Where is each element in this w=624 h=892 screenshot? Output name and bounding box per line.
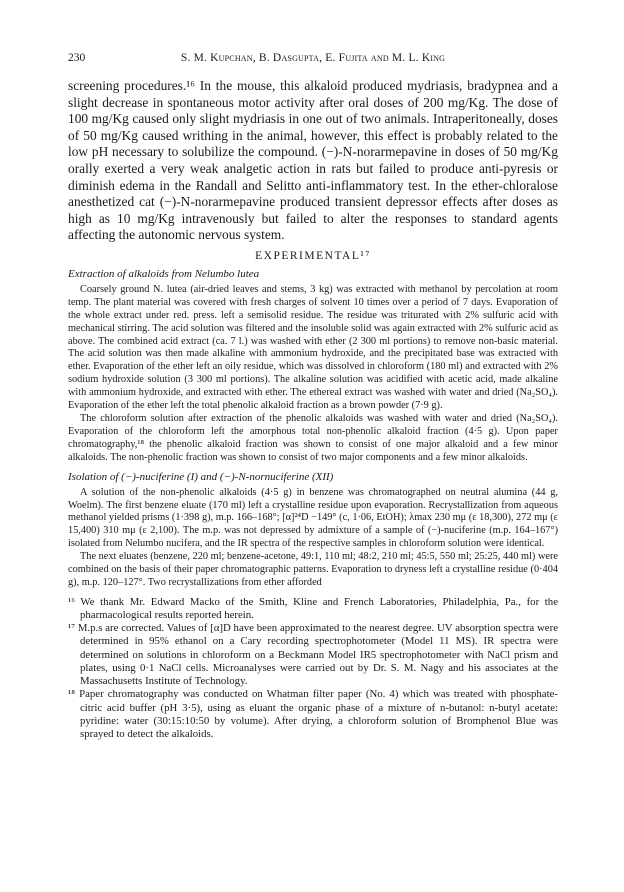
section-heading-experimental: EXPERIMENTAL¹⁷ bbox=[255, 249, 371, 262]
author-line: S. M. Kupchan, B. Dasgupta, E. Fujita and M. L. King bbox=[180, 52, 446, 64]
subsection-title-isolation: Isolation of (−)-nuciferine (I) and (−)-N-nornuciferine (XII) bbox=[68, 470, 334, 483]
footnote-16: ¹⁶ We thank Mr. Edward Macko of the Smith, Kline and French Laboratories, Philadelphia, Pa., for the pharmacological results reported herein. bbox=[68, 595, 558, 622]
running-header bbox=[68, 52, 558, 64]
isolation-paragraph-1: A solution of the non-phenolic alkaloids (4·5 g) in benzene was chromatographed on neutral alumina (44 g, Woelm). The first benzene eluate (170 ml) left a crystalline residue upon evaporation. Recrystallization from aqueous methanol yielded prisms (1·398 g), m.p. 166–168°; [α]²⁴D −149° (c, 1·06, EtOH); λmax 230 mμ (ε 18,300), 272 mμ (ε 15,400) 310 mμ (ε 2,100). The m.p. was not depressed by admixture of a sample of (−)-nuciferine (m.p. 164–167°) isolated from Nelumbo nucifera, and the IR spectra of the respective samples in chloroform solution were identical. bbox=[68, 486, 558, 550]
extraction-paragraph-1: Coarsely ground N. lutea (air-dried leaves and stems, 3 kg) was extracted with methanol by percolation at room temp. The plant material was covered with fresh charges of solvent 10 times over a period of 7 days. Evaporation of the whole extract under red. press. left a semisolid residue. The residue was triturated with 2% sulfuric acid with mechanical stirring. The acid solution was filtered and the insoluble solid was again extracted with 2% sulfuric acid as above. The combined acid extract (ca. 7 l.) was washed with ether (2 300 ml portions) to remove non-basic material. The acid solution was then made alkaline with ammonium hydroxide, and the precipitated base was extracted with ether. Evaporation of the ether left an oily residue, which was dissolved in chloroform (180 ml) and extracted with 2% sodium hydroxide solution (3 300 ml portions). The alkaline solution was acidified with acetic acid, made alkaline with ammonium hydroxide, and extracted with ether. The ethereal extract was washed with water and dried (Na₂SO₄). Evaporation of the ether left the total phenolic alkaloid fraction as a brown powder (7·9 g). bbox=[68, 283, 558, 412]
page-number: 230 bbox=[68, 52, 86, 64]
extraction-paragraph-2: The chloroform solution after extraction of the phenolic alkaloids was washed with water and dried (Na₂SO₄). Evaporation of the chloroform left the amorphous total non-phenolic alkaloid fraction (4·5 g). Upon paper chromatography,¹⁸ the phenolic alkaloid fraction was shown to consist of one major alkaloid and a few minor alkaloids. The non-phenolic fraction was shown to consist of two major components and a few minor alkaloids. bbox=[68, 413, 558, 463]
subsection-title-extraction: Extraction of alkaloids from Nelumbo lutea bbox=[68, 267, 260, 280]
lead-paragraph: screening procedures.¹⁶ In the mouse, this alkaloid produced mydriasis, bradypnea and a slight decrease in spontaneous motor activity after oral doses of 200 mg/Kg. The dose of 100 mg/Kg caused only slight mydriasis in one out of two animals. Intraperitoneally, doses of 50 mg/Kg caused writhing in the animal, however, this effect is probably related to the low pH necessary to solubilize the compound. (−)-N-norarmepavine in doses of 50 mg/Kg orally exerted a very weak analgetic action in rats but failed to produce anti-pyresis or diminish edema in the Randall and Selitto anti-inflammatory test. In the ether-chloralose anesthetized cat (−)-N-norarmepavine produced transient depressor effects after doses as high as 10 mg/Kg intravenously but failed to alter the responses to standard agents affecting the autonomic nervous system. bbox=[68, 78, 558, 243]
footnote-18: ¹⁸ Paper chromatography was conducted on Whatman filter paper (No. 4) which was treated with phosphate-citric acid buffer (pH 3·5), using as eluant the organic phase of a mixture of n-butanol: n-butyl acetate: pyridine: water (30:15:10:50 by volume). After drying, a chloroform solution of Bromphenol Blue was sprayed to detect the alkaloids. bbox=[68, 688, 558, 740]
footnote-17: ¹⁷ M.p.s are corrected. Values of [α]D have been approximated to the nearest degree. UV absorption spectra were determined in 95% ethanol on a Cary recording spectrophotometer (Model 11 MS). IR spectra were determined on solutions in chloroform on a Beckmann Model IR5 spectrophotometer with NaCl prism and plates, using 0·1 NaCl cells. Microanalyses were carried out by Dr. S. M. Nagy and his associates at the Massachusetts Institute of Technology. bbox=[68, 622, 558, 688]
isolation-paragraph-2: The next eluates (benzene, 220 ml; benzene-acetone, 49:1, 110 ml; 48:2, 210 ml; 45:5, 550 ml; 25:25, 440 ml) were combined on the basis of their paper chromatographic patterns. Evaporation to dryness left a crystalline residue (0·404 g), m.p. 120–127°. Two recrystallizations from ether afforded bbox=[68, 551, 558, 588]
